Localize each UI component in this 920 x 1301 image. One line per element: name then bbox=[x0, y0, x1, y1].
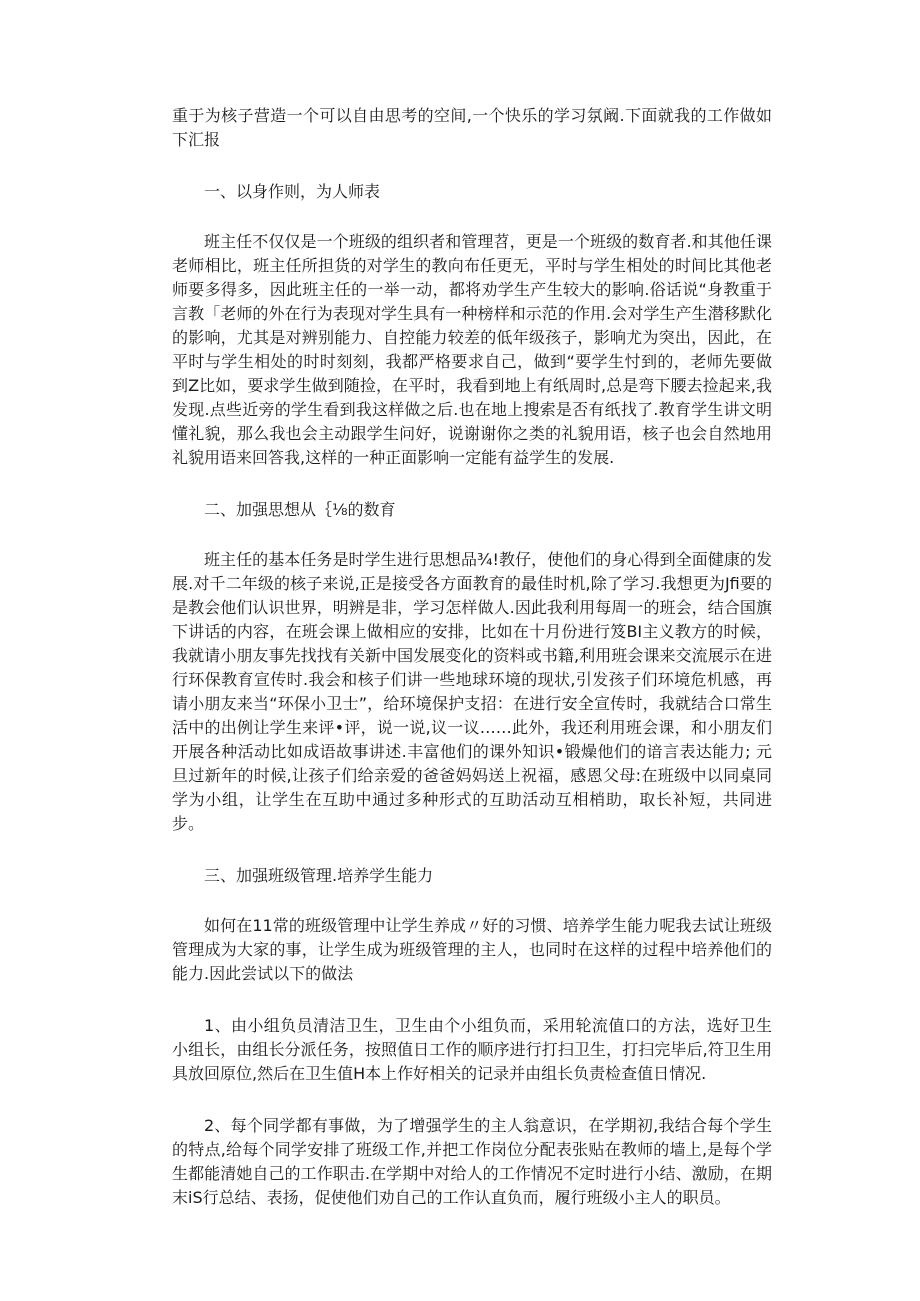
section-2-paragraph-1: 班主任的基本任务是时学生进行思想品¾!教仔，使他们的身心得到全面健康的发展.对千二年级的核子来说,正是接受各方面教育的最佳时机,除了学习.我想更为Jfi要的是教会他们认识世界，明辨是非，学习怎样做人.因此我利用每周一的班会，结合国旗下讲话的内容，在班会课上做相应的安排，比如在十月份进行笈BI主义教方的时候，我就请小朋友事先找找有关新中国发展变化的资料或书籍,利用班会课来交流展示在进行环保教育宣传时.我会和核子们讲一些地球环境的现状,引发孩子们环境危机感，再请小朋友来当“环保小卫士”，给环境保护支招：在进行安全宣传时，我就结合口常生活中的出例让学生来评•评，说一说,议一议……此外，我还利用班会课，和小朋友们开展各种活动比如成语故事讲述.丰富他们的课外知识•锻燥他们的谙言表达能力; 元旦过新年的时候,让孩子们给亲爱的爸爸妈妈送上祝福，感恩父母:在班级中以同桌同学为小组，让学生在互助中通过多种形式的互助活动互相梢助，取长补短，共同进步。 bbox=[172, 550, 772, 833]
section-3-item-1: 1、由小组负员清洁卫生，卫生由个小组负而，采用轮流值口的方法，选好卫生小组长，由组长分派任务，按照值日工作的顺序进行打扫卫生，打扫完毕后,符卫生用具放回原位,然后在卫生值H本上作好相关的记录并由组长负责检查值日情况. bbox=[172, 1016, 772, 1083]
section-1-paragraph-1: 班主任不仅仅是一个班级的组织者和管理苕，更是一个班级的数育者.和其他任课老师相比，班主任所担货的对学生的教向布任更无，平时与学生相处的时间比其他老师要多得多，因此班主任的一举一动，都将劝学生产生较大的影响.俗话说“身教重于言教「老师的外在行为表现对学生具有一种榜样和示范的作用.会对学生产生潜移默化的影响，尤其是对辨别能力、自控能力较差的低年级孩子，影响尤为突出，因此，在平时与学生相处的时时刻刻，我都严格要求自己，做到“要学生忖到的，老师先要做到Z比如，要求学生做到随捡，在平时，我看到地上有纸周时,总是弯下腰去捡起来,我发现.点些近旁的学生看到我这样做之后.也在地上搜索是否有纸找了.教育学生讲文明懂礼貌，那么我也会主动跟学生问好，说谢谢你之类的礼貌用语，核子也会自然地用礼貌用语来回答我,这样的一种正面影响一定能有益学生的发展. bbox=[172, 232, 772, 467]
intro-paragraph: 重于为核子营造一个可以自由思考的空间,一个快乐的学习氛阚.下面就我的工作做如下汇报 bbox=[172, 106, 772, 149]
section-3-paragraph-1: 如何在11常的班级管理中让学生养成〃好的习惯、培养学生能力呢我去试让班级管理成为大家的事，让学生成为班级管理的主人，也同时在这样的过程中培养他们的能力.因此尝试以下的做法 bbox=[172, 916, 772, 983]
section-3-item-2: 2、每个同学都有事做，为了增强学生的主人翁意识，在学期初,我结合每个学生的特点,给每个同学安排了班级工作,并把工作岗位分配表张贴在教师的墙上,是每个学生都能清她自己的工作职击.在学期中对给人的工作情况不定时进行小结、激励，在期末iS行总结、表扬，促使他们劝自己的工作认直负而，履行班级小主人的职员。 bbox=[172, 1116, 772, 1207]
document-page bbox=[172, 104, 772, 1210]
section-1-heading: 一、以身作则，为人师表 bbox=[204, 182, 381, 201]
section-3-heading: 三、加强班级管理.培养学生能力 bbox=[204, 866, 434, 885]
section-2-heading: 二、加强思想从｛⅛的数育 bbox=[204, 500, 396, 519]
